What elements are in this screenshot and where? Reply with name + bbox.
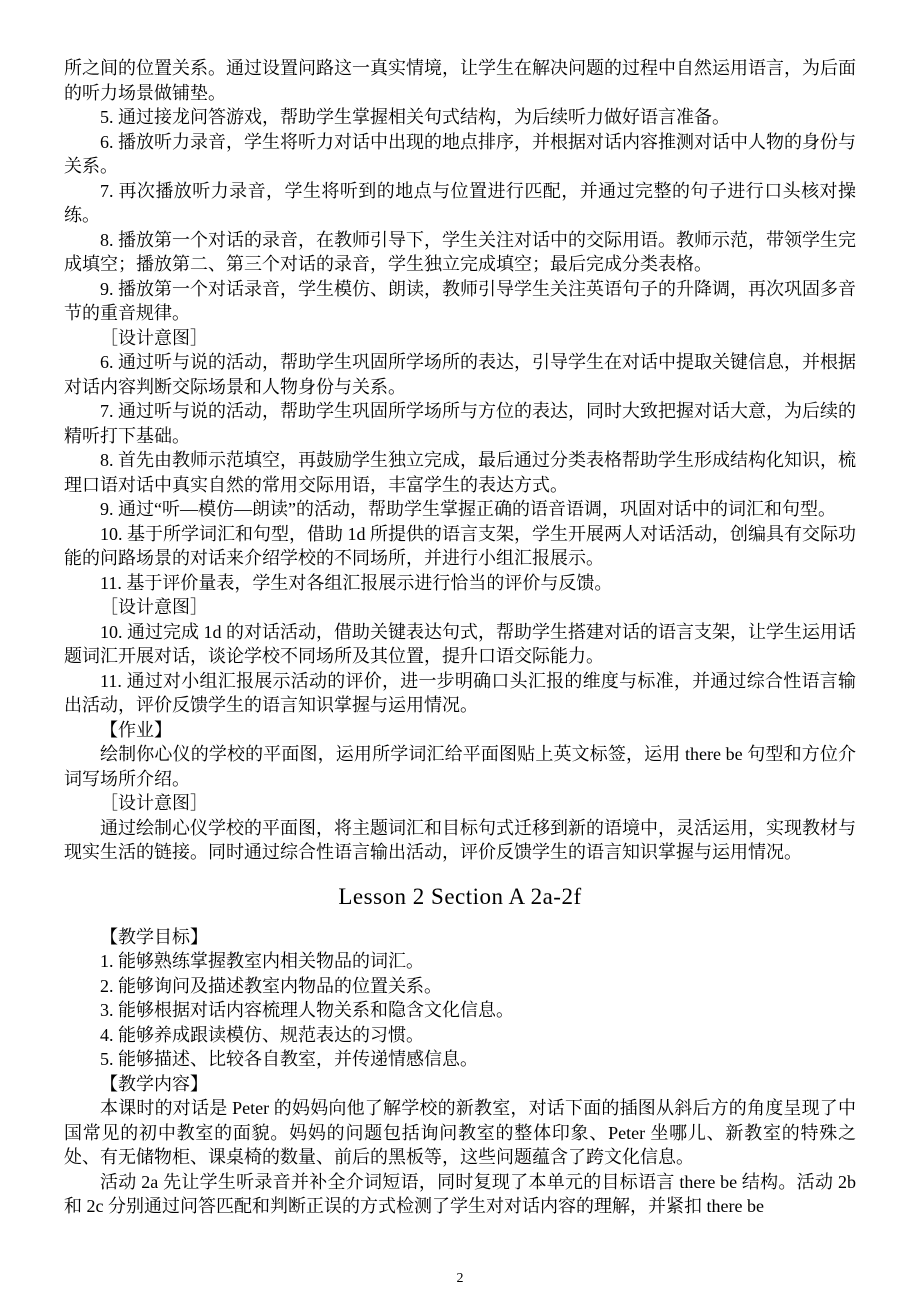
document-body — [64, 56, 856, 1219]
paragraph: 10. 基于所学词汇和句型，借助 1d 所提供的语言支架，学生开展两人对话活动，创编具有交际功能的问路场景的对话来介绍学校的不同场所，并进行小组汇报展示。 — [64, 523, 856, 568]
paragraph: ［设计意图］ — [100, 597, 208, 617]
paragraph: 10. 通过完成 1d 的对话活动，借助关键表达句式，帮助学生搭建对话的语言支架，让学生运用话题词汇开展对话，谈论学校不同场所及其位置，提升口语交际能力。 — [64, 621, 856, 666]
paragraph: 11. 通过对小组汇报展示活动的评价，进一步明确口头汇报的维度与标准，并通过综合性语言输出活动，评价反馈学生的语言知识掌握与运用情况。 — [64, 670, 856, 715]
paragraph: ［设计意图］ — [100, 793, 208, 813]
page-number: 2 — [456, 1271, 464, 1286]
paragraph: 5. 能够描述、比较各自教室，并传递情感信息。 — [100, 1049, 478, 1069]
paragraph: 9. 通过“听—模仿—朗读”的活动，帮助学生掌握正确的语音语调，巩固对话中的词汇和句型。 — [100, 499, 836, 519]
paragraph: 活动 2a 先让学生听录音并补全介词短语，同时复现了本单元的目标语言 there be 结构。活动 2b 和 2c 分别通过问答匹配和判断正误的方式检测了学生对对话内容的理解，并紧扣 there be — [64, 1171, 856, 1216]
paragraph: 【教学目标】 — [100, 926, 208, 947]
paragraph: 通过绘制心仪学校的平面图，将主题词汇和目标句式迁移到新的语境中，灵活运用，实现教材与现实生活的链接。同时通过综合性语言输出活动，评价反馈学生的语言知识掌握与运用情况。 — [64, 817, 856, 862]
paragraph: 2. 能够询问及描述教室内物品的位置关系。 — [100, 975, 442, 996]
paragraph: 9. 播放第一个对话录音，学生模仿、朗读，教师引导学生关注英语句子的升降调，再次巩固多音节的重音规律。 — [64, 278, 856, 323]
paragraph: 6. 通过听与说的活动，帮助学生巩固所学场所的表达，引导学生在对话中提取关键信息，并根据对话内容判断交际场景和人物身份与关系。 — [64, 352, 856, 397]
paragraph: 绘制你心仪的学校的平面图，运用所学词汇给平面图贴上英文标签，运用 there be 句型和方位介词写场所介绍。 — [64, 744, 856, 789]
paragraph: 本课时的对话是 Peter 的妈妈向他了解学校的新教室，对话下面的插图从斜后方的角度呈现了中国常见的初中教室的面貌。妈妈的问题包括询问教室的整体印象、Peter 坐哪儿、新教室的特殊之处、有无储物柜、课桌椅的数量、前后的黑板等，这些问题蕴含了跨文化信息。 — [64, 1098, 856, 1167]
paragraph: 1. 能够熟练掌握教室内相关物品的词汇。 — [100, 951, 424, 971]
section-heading: Lesson 2 Section A 2a-2f — [338, 883, 582, 909]
paragraph: 3. 能够根据对话内容梳理人物关系和隐含文化信息。 — [100, 1000, 514, 1020]
paragraph: 7. 再次播放听力录音，学生将听到的地点与位置进行匹配，并通过完整的句子进行口头核对操练。 — [64, 180, 856, 225]
paragraph: 4. 能够养成跟读模仿、规范表达的习惯。 — [100, 1024, 424, 1045]
paragraph: 所之间的位置关系。通过设置问路这一真实情境，让学生在解决问题的过程中自然运用语言，为后面的听力场景做铺垫。 — [64, 58, 856, 103]
paragraph: 【作业】 — [100, 719, 172, 740]
paragraph: 【教学内容】 — [100, 1073, 208, 1094]
paragraph: 8. 首先由教师示范填空，再鼓励学生独立完成，最后通过分类表格帮助学生形成结构化知识，梳理口语对话中真实自然的常用交际用语，丰富学生的表达方式。 — [64, 450, 856, 495]
paragraph: 8. 播放第一个对话的录音，在教师引导下，学生关注对话中的交际用语。教师示范，带领学生完成填空；播放第二、第三个对话的录音，学生独立完成填空；最后完成分类表格。 — [64, 229, 856, 274]
paragraph: ［设计意图］ — [100, 327, 208, 348]
paragraph: 5. 通过接龙问答游戏，帮助学生掌握相关句式结构，为后续听力做好语言准备。 — [100, 107, 730, 127]
paragraph: 7. 通过听与说的活动，帮助学生巩固所学场所与方位的表达，同时大致把握对话大意，为后续的精听打下基础。 — [64, 401, 856, 446]
paragraph: 6. 播放听力录音，学生将听力对话中出现的地点排序，并根据对话内容推测对话中人物的身份与关系。 — [64, 131, 856, 176]
paragraph: 11. 基于评价量表，学生对各组汇报展示进行恰当的评价与反馈。 — [100, 572, 613, 593]
